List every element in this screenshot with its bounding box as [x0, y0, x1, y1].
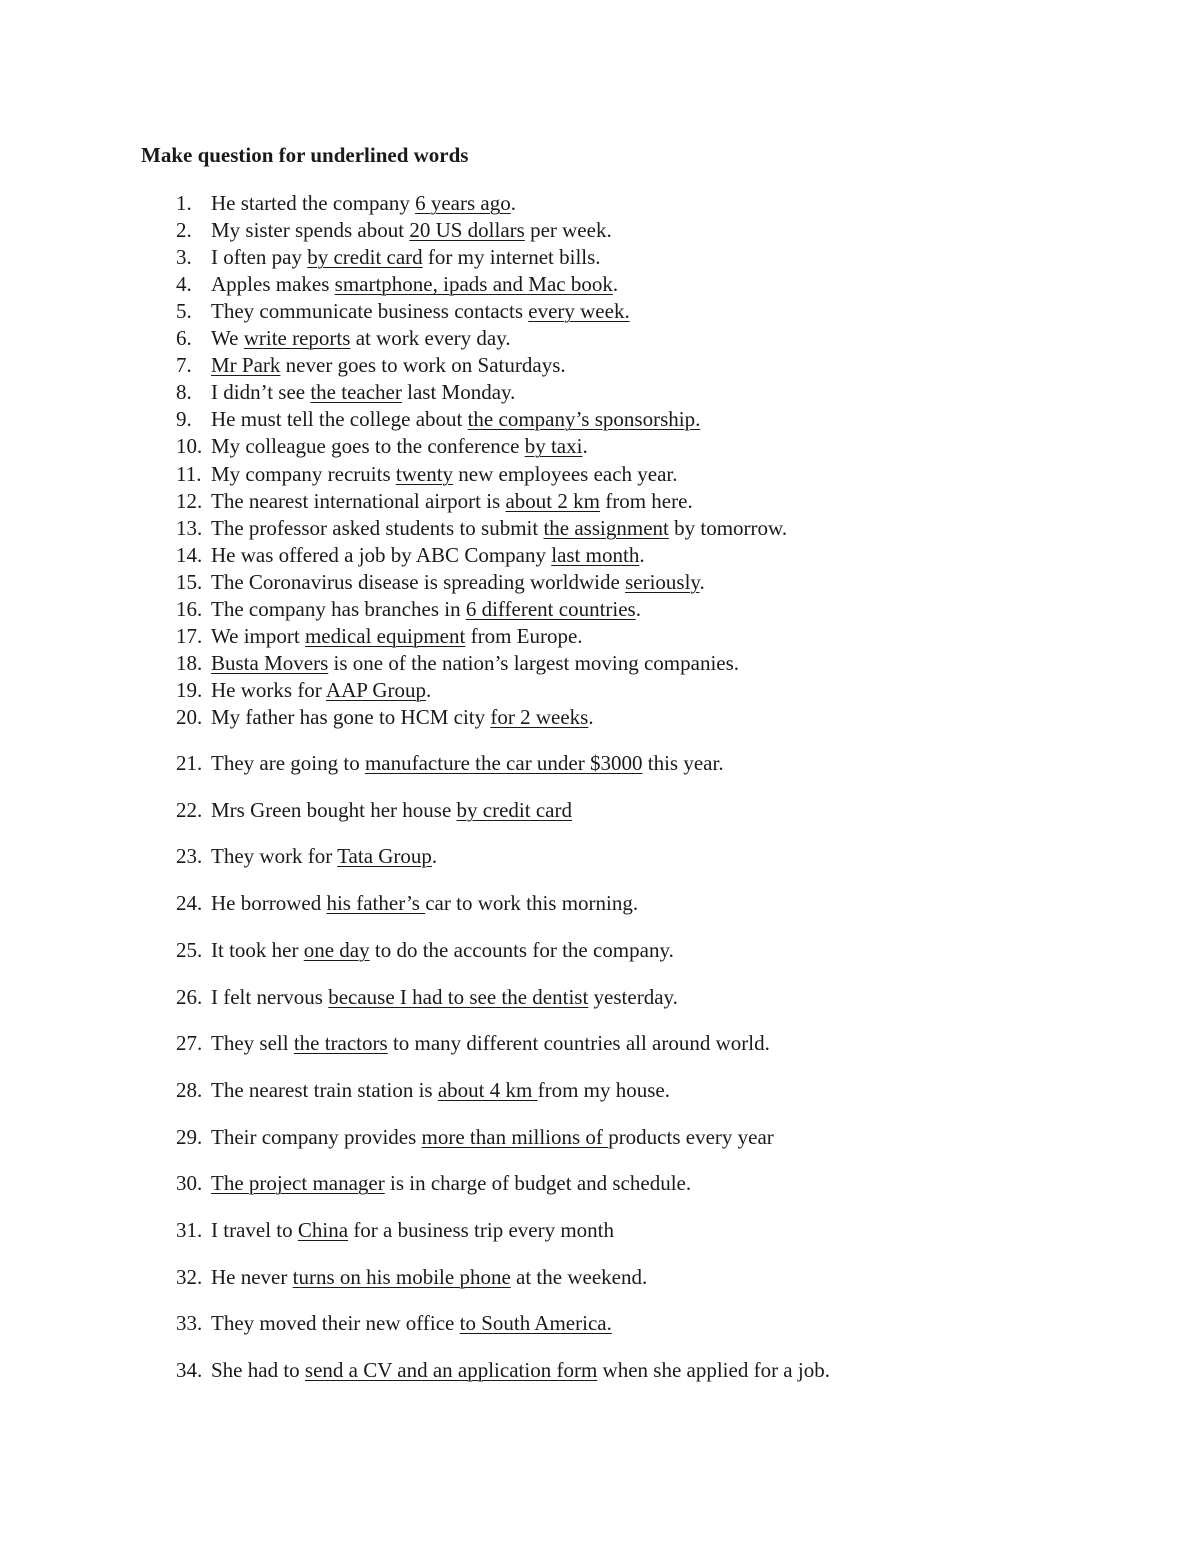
- list-item-number: 24.: [176, 891, 203, 916]
- list-item-text: [211, 434, 588, 458]
- list-item-text: [211, 272, 618, 296]
- list-item-number: 29.: [176, 1124, 203, 1149]
- sentence-fragment: I felt nervous: [211, 984, 329, 1009]
- sentence-fragment: at the weekend.: [510, 1264, 648, 1289]
- list-item-number: 15.: [176, 569, 203, 594]
- list-item-text: [211, 1078, 670, 1102]
- sentence-fragment: at work every day.: [350, 326, 511, 351]
- sentence-fragment: He must tell the college about: [211, 407, 468, 432]
- underlined-phrase: every week.: [528, 299, 630, 324]
- sentence-fragment: for my internet bills.: [422, 245, 601, 270]
- underlined-phrase: smartphone, ipads and Mac book: [334, 272, 613, 297]
- list-item-number: 11.: [176, 461, 202, 486]
- underlined-phrase: the company’s sponsorship.: [467, 407, 701, 432]
- sentence-fragment: They work for: [211, 844, 338, 869]
- sentence-fragment: My colleague goes to the conference: [211, 434, 525, 459]
- underlined-phrase: China: [297, 1218, 349, 1242]
- list-item-number: 33.: [176, 1311, 203, 1336]
- list-item-number: 10.: [176, 434, 203, 459]
- sentence-fragment: last Monday.: [401, 380, 516, 405]
- sentence-fragment: They sell: [211, 1031, 294, 1056]
- sentence-fragment: She had to: [211, 1358, 305, 1383]
- underlined-phrase: AAP Group: [325, 677, 427, 702]
- underlined-phrase: 20 US dollars: [409, 218, 525, 243]
- sentence-fragment: We import: [211, 623, 305, 648]
- list-item-text: [211, 1218, 614, 1242]
- sentence-fragment: products every year: [608, 1124, 774, 1149]
- list-item-number: 16.: [176, 596, 203, 621]
- sentence-fragment: this year.: [642, 751, 724, 775]
- sentence-fragment: .: [431, 844, 438, 869]
- list-item-number: 6.: [176, 326, 192, 351]
- underlined-phrase: his father’s: [326, 891, 426, 916]
- list-item-text: [211, 326, 511, 350]
- sentence-fragment: It took her: [211, 937, 304, 962]
- sentence-fragment: is in charge of budget and schedule.: [384, 1171, 692, 1196]
- list-item-text: [211, 570, 705, 594]
- sentence-fragment: He works for: [211, 677, 326, 702]
- underlined-phrase: turns on his mobile phone: [292, 1264, 511, 1289]
- sentence-fragment: .: [588, 704, 594, 729]
- underlined-phrase: write reports: [243, 326, 351, 351]
- sentence-fragment: He was offered a job by ABC Company: [211, 542, 552, 567]
- underlined-phrase: to South America.: [459, 1311, 612, 1336]
- sentence-fragment: The professor asked students to submit: [211, 515, 544, 540]
- list-item-text: [211, 1358, 830, 1382]
- list-item-number: 3.: [176, 245, 192, 270]
- underlined-phrase: by credit card: [456, 797, 572, 822]
- sentence-fragment: .: [635, 596, 641, 621]
- sentence-fragment: is one of the nation’s largest moving companies.: [328, 650, 740, 675]
- underlined-phrase: for 2 weeks: [490, 704, 589, 729]
- sentence-fragment: from here.: [599, 488, 693, 513]
- list-item-number: 32.: [176, 1264, 203, 1289]
- underlined-phrase: one day: [303, 937, 370, 962]
- list-item-number: 14.: [176, 542, 203, 567]
- underlined-phrase: 6 years ago: [415, 191, 511, 215]
- list-item-text: [211, 353, 566, 377]
- underlined-phrase: Busta Movers: [211, 650, 329, 675]
- list-item-number: 9.: [176, 407, 192, 432]
- sentence-fragment: I often pay: [211, 245, 308, 270]
- underlined-phrase: send a CV and an application form: [304, 1358, 598, 1383]
- sentence-fragment: Mrs Green bought her house: [211, 797, 457, 822]
- sentence-fragment: .: [426, 677, 432, 702]
- underlined-phrase: by taxi: [524, 434, 583, 459]
- underlined-phrase: seriously: [625, 569, 700, 594]
- underlined-phrase: the tractors: [293, 1031, 388, 1056]
- sentence-fragment: I didn’t see: [211, 380, 311, 405]
- sentence-fragment: We: [211, 326, 244, 351]
- list-item-number: 23.: [176, 844, 203, 869]
- underlined-phrase: more than millions of: [421, 1124, 609, 1149]
- list-item-number: 5.: [176, 299, 192, 324]
- list-item-text: [211, 191, 516, 215]
- sentence-fragment: He borrowed: [211, 891, 327, 916]
- sentence-fragment: Their company provides: [211, 1124, 422, 1149]
- list-item-number: 30.: [176, 1171, 203, 1196]
- list-item-text: [211, 678, 431, 702]
- sentence-fragment: .: [699, 569, 705, 594]
- list-item-text: [211, 597, 641, 621]
- underlined-phrase: the teacher: [310, 380, 402, 405]
- list-item-text: [211, 624, 583, 648]
- list-item-number: 26.: [176, 984, 203, 1009]
- sentence-fragment: He never: [211, 1264, 293, 1289]
- underlined-phrase: the assignment: [543, 515, 669, 540]
- sentence-fragment: .: [582, 434, 588, 459]
- sentence-fragment: when she applied for a job.: [597, 1358, 830, 1383]
- list-item-text: [211, 1171, 691, 1195]
- sentence-fragment: They communicate business contacts: [211, 299, 529, 324]
- list-item-text: [211, 1031, 770, 1055]
- underlined-phrase: about 2 km: [505, 488, 600, 513]
- list-item-number: 28.: [176, 1077, 203, 1102]
- list-item-number: 31.: [176, 1218, 203, 1242]
- sentence-fragment: to do the accounts for the company.: [369, 937, 674, 962]
- page-title: Make question for underlined words: [141, 143, 469, 167]
- list-item-text: [211, 844, 437, 868]
- underlined-phrase: medical equipment: [304, 623, 466, 648]
- list-item-number: 25.: [176, 937, 203, 962]
- sentence-fragment: for a business trip every month: [348, 1218, 615, 1242]
- list-item-text: [211, 245, 601, 269]
- sentence-fragment: Apples makes: [211, 272, 335, 297]
- list-item-text: [211, 798, 572, 822]
- sentence-fragment: yesterday.: [588, 984, 678, 1009]
- underlined-phrase: manufacture the car under $3000: [364, 751, 643, 775]
- sentence-fragment: .: [510, 191, 516, 215]
- sentence-fragment: My father has gone to HCM city: [211, 704, 491, 729]
- list-item-text: [211, 407, 700, 431]
- list-item-text: [211, 218, 612, 242]
- list-item-number: 34.: [176, 1358, 203, 1383]
- sentence-fragment: from my house.: [537, 1077, 671, 1102]
- list-item-text: [211, 1265, 647, 1289]
- list-item-text: [211, 462, 678, 486]
- sentence-fragment: The company has branches in: [211, 596, 466, 621]
- list-item-number: 22.: [176, 797, 203, 822]
- underlined-phrase: Tata Group: [337, 844, 432, 869]
- list-item-text: [211, 1311, 612, 1335]
- underlined-phrase: Mr Park: [211, 353, 281, 378]
- sentence-fragment: per week.: [524, 218, 612, 243]
- list-item-text: [211, 751, 724, 775]
- list-item-number: 8.: [176, 380, 192, 405]
- list-item-number: 13.: [176, 515, 203, 540]
- underlined-phrase: The project manager: [211, 1171, 385, 1196]
- list-item-text: [211, 1125, 774, 1149]
- underlined-phrase: 6 different countries: [465, 596, 636, 621]
- list-item-text: [211, 380, 515, 404]
- sentence-fragment: They are going to: [211, 751, 365, 775]
- list-item-text: [211, 985, 678, 1009]
- sentence-fragment: The Coronavirus disease is spreading worldwide: [211, 569, 626, 594]
- list-item-text: [211, 651, 739, 675]
- list-item-number: 20.: [176, 704, 203, 729]
- underlined-phrase: because I had to see the dentist: [328, 984, 589, 1009]
- sentence-fragment: The nearest international airport is: [211, 488, 506, 513]
- sentence-fragment: They moved their new office: [211, 1311, 460, 1336]
- list-item-number: 17.: [176, 623, 203, 648]
- sentence-fragment: by tomorrow.: [668, 515, 788, 540]
- list-item-number: 2.: [176, 218, 192, 243]
- sentence-fragment: to many different countries all around world.: [387, 1031, 770, 1056]
- sentence-fragment: My sister spends about: [211, 218, 410, 243]
- list-item-text: [211, 489, 693, 513]
- sentence-fragment: new employees each year.: [453, 461, 678, 486]
- sentence-fragment: My company recruits: [211, 461, 396, 486]
- list-item-number: 1.: [176, 191, 192, 215]
- list-item-text: [211, 705, 594, 729]
- underlined-phrase: by credit card: [307, 245, 423, 270]
- list-item-text: [211, 543, 645, 567]
- list-item-text: [211, 516, 787, 540]
- underlined-phrase: twenty: [395, 461, 454, 486]
- list-item-text: [211, 938, 674, 962]
- sentence-fragment: .: [612, 272, 619, 297]
- list-item-text: [211, 299, 630, 323]
- list-item-number: 4.: [176, 272, 192, 297]
- sentence-fragment: I travel to: [211, 1218, 298, 1242]
- list-item-number: 12.: [176, 488, 203, 513]
- sentence-fragment: .: [639, 542, 645, 567]
- list-item-number: 21.: [176, 751, 203, 775]
- list-item-text: [211, 891, 638, 915]
- sentence-fragment: The nearest train station is: [211, 1077, 438, 1102]
- sentence-fragment: never goes to work on Saturdays.: [280, 353, 566, 378]
- list-item-number: 27.: [176, 1031, 203, 1056]
- sentence-fragment: He started the company: [211, 191, 416, 215]
- underlined-phrase: last month: [551, 542, 640, 567]
- underlined-phrase: about 4 km: [437, 1077, 538, 1102]
- sentence-fragment: car to work this morning.: [425, 891, 639, 916]
- list-item-number: 18.: [176, 650, 203, 675]
- list-item-number: 7.: [176, 353, 192, 378]
- list-item-number: 19.: [176, 677, 203, 702]
- sentence-fragment: from Europe.: [465, 623, 583, 648]
